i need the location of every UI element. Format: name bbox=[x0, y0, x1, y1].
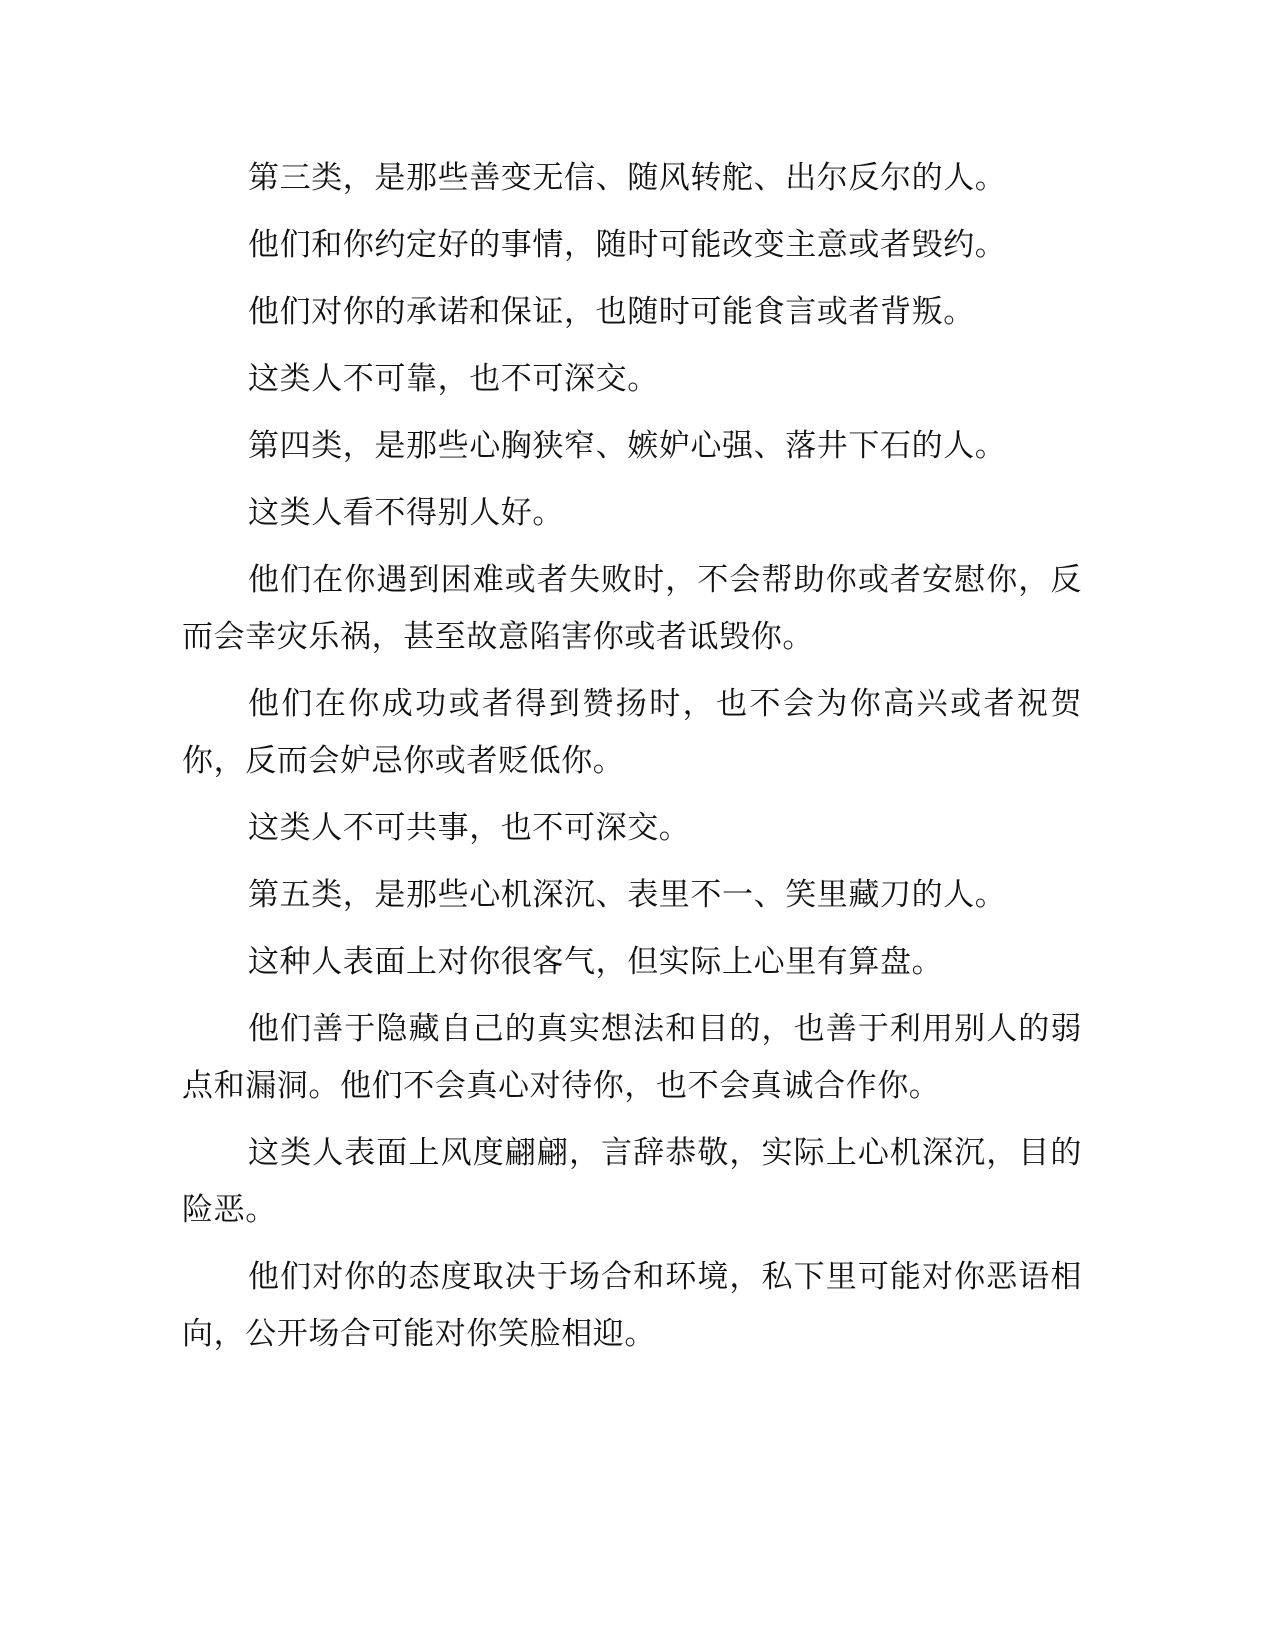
paragraph: 第三类，是那些善变无信、随风转舵、出尔反尔的人。 bbox=[248, 160, 1007, 196]
paragraph: 他们对你的承诺和保证，也随时可能食言或者背叛。 bbox=[248, 294, 975, 330]
paragraph: 他们对你的态度取决于场合和环境，私下里可能对你恶语相向，公开场合可能对你笑脸相迎。 bbox=[182, 1259, 1082, 1352]
paragraph: 这种人表面上对你很客气，但实际上心里有算盘。 bbox=[248, 944, 944, 980]
document-body bbox=[182, 150, 1082, 1373]
paragraph: 这类人不可靠，也不可深交。 bbox=[248, 361, 659, 397]
paragraph: 这类人不可共事，也不可深交。 bbox=[248, 810, 691, 846]
paragraph: 这类人看不得别人好。 bbox=[248, 495, 564, 531]
paragraph: 他们在你成功或者得到赞扬时，也不会为你高兴或者祝贺你，反而会妒忌你或者贬低你。 bbox=[182, 686, 1082, 779]
paragraph: 第五类，是那些心机深沉、表里不一、笑里藏刀的人。 bbox=[248, 877, 1007, 913]
paragraph: 他们和你约定好的事情，随时可能改变主意或者毁约。 bbox=[248, 227, 1007, 263]
paragraph: 这类人表面上风度翩翩，言辞恭敬，实际上心机深沉，目的险恶。 bbox=[182, 1135, 1082, 1228]
paragraph: 第四类，是那些心胸狭窄、嫉妒心强、落井下石的人。 bbox=[248, 428, 1007, 464]
paragraph: 他们善于隐藏自己的真实想法和目的，也善于利用别人的弱点和漏洞。他们不会真心对待你，也不会真诚合作你。 bbox=[182, 1011, 1082, 1104]
paragraph: 他们在你遇到困难或者失败时，不会帮助你或者安慰你，反而会幸灾乐祸，甚至故意陷害你或者诋毁你。 bbox=[182, 562, 1082, 655]
